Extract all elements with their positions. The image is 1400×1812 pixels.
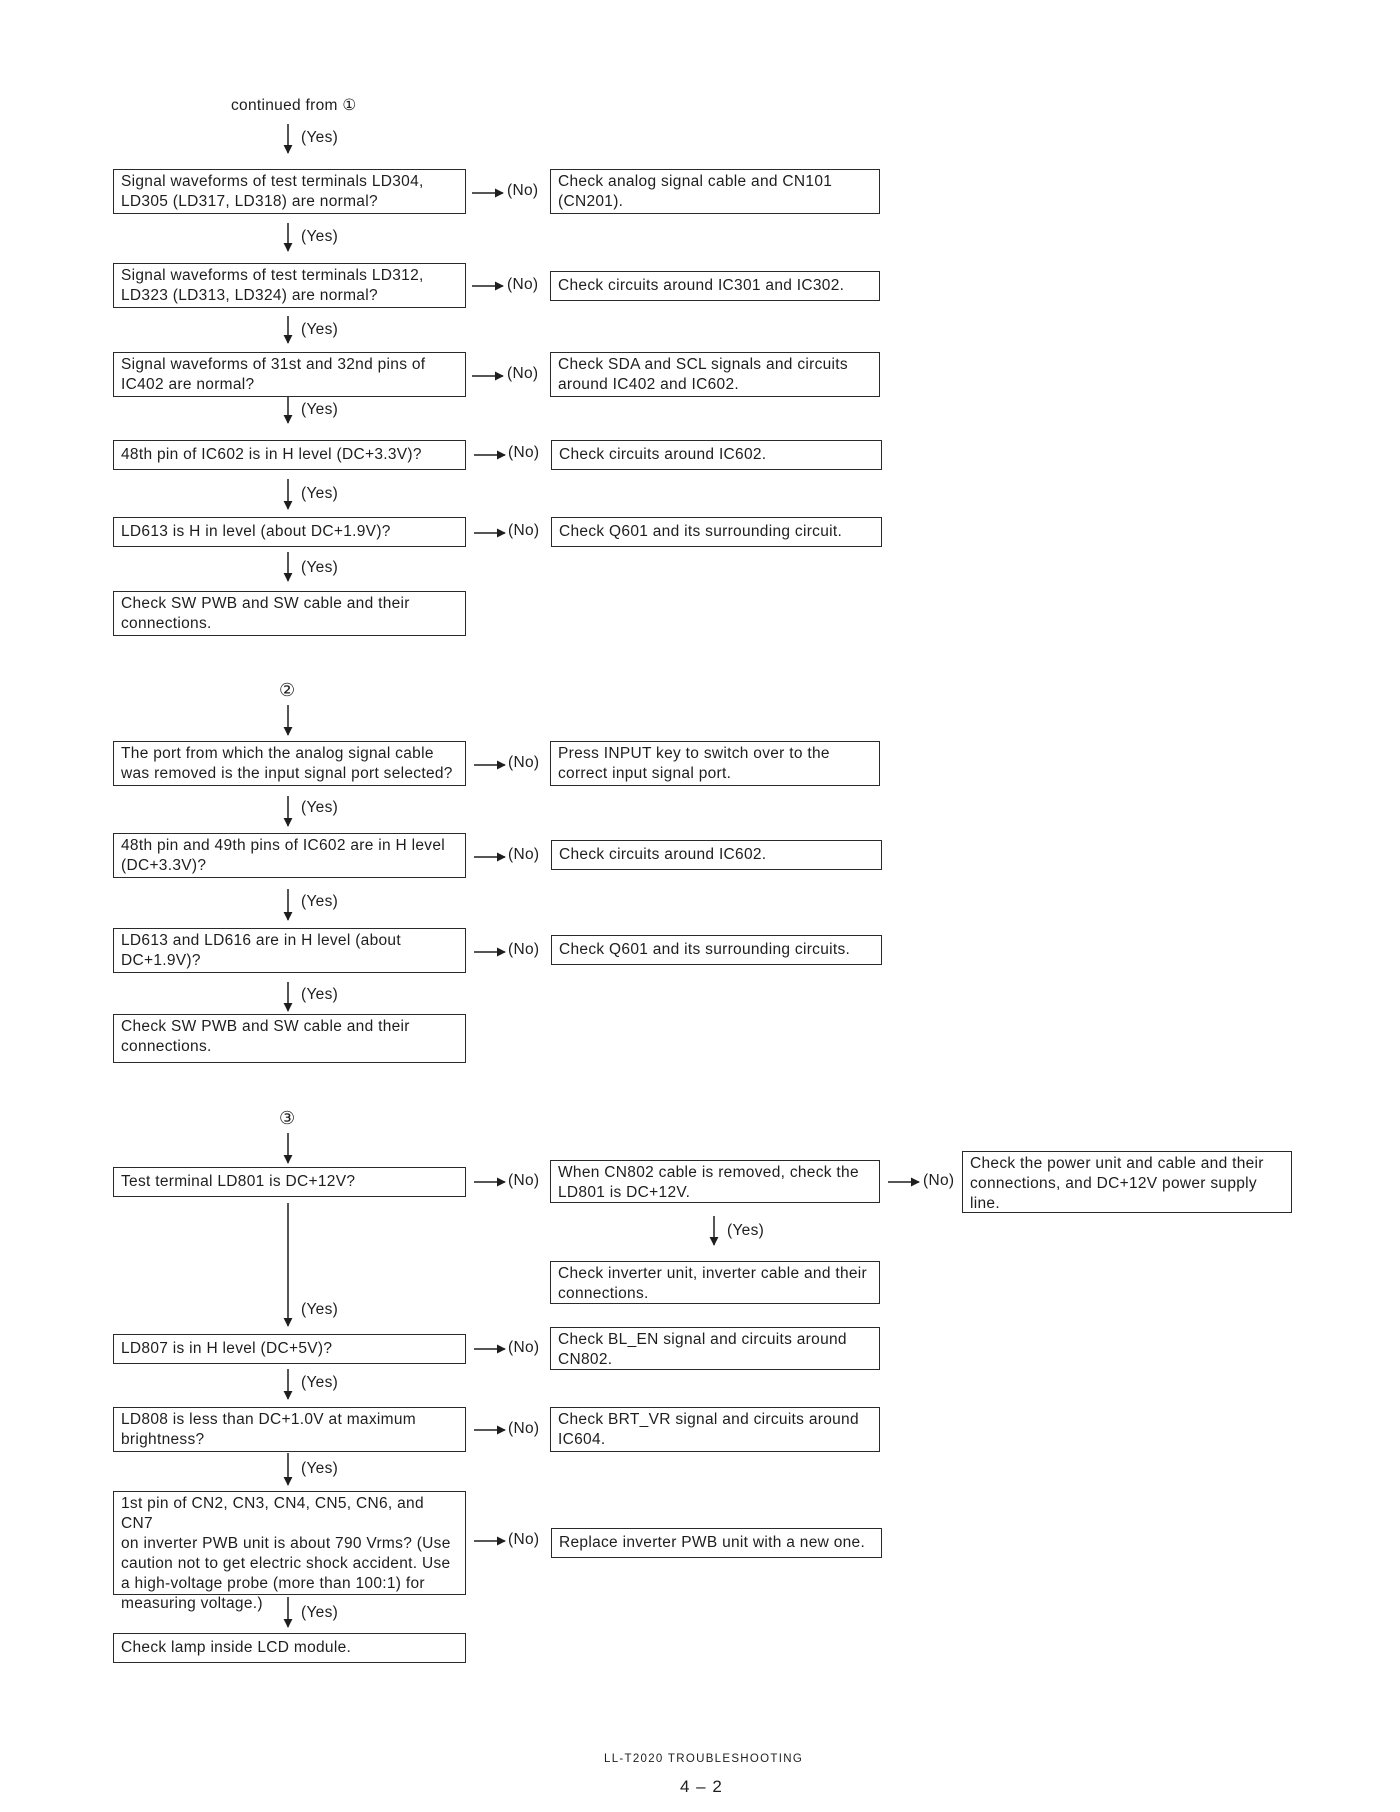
decision-box: LD808 is less than DC+1.0V at maximum brightness? (113, 1407, 466, 1452)
action-box (551, 517, 882, 547)
decision-box (113, 1334, 466, 1364)
decision-text: Test terminal LD801 is DC+12V? (121, 1173, 356, 1190)
yes-label: (Yes) (301, 401, 339, 418)
action-box: Check the power unit and cable and their connections, and DC+12V power supply line. (962, 1151, 1292, 1213)
no-label: (No) (508, 1172, 540, 1189)
no-label: (No) (507, 276, 539, 293)
action-text: Check circuits around IC301 and IC302. (558, 277, 845, 294)
no-label: (No) (507, 182, 539, 199)
end-box: Check SW PWB and SW cable and their connections. (113, 1014, 466, 1063)
section-2-marker: ② (279, 680, 296, 700)
section-3-marker: ③ (279, 1108, 296, 1128)
decision-text: LD807 is in H level (DC+5V)? (121, 1340, 333, 1357)
action-text: Check circuits around IC602. (559, 846, 767, 863)
yes-label: (Yes) (301, 893, 339, 910)
action-text: Check circuits around IC602. (559, 446, 767, 463)
decision-box: LD613 and LD616 are in H level (about DC+1.9V)? (113, 928, 466, 973)
action-box (550, 271, 880, 301)
action-box (551, 840, 882, 870)
yes-label: (Yes) (301, 129, 339, 146)
continued-from-label: continued from ① (231, 97, 357, 114)
footer-title: LL-T2020 TROUBLESHOOTING (604, 1753, 804, 1765)
decision-box: Signal waveforms of test terminals LD312, LD323 (LD313, LD324) are normal? (113, 263, 466, 308)
decision-box: 48th pin and 49th pins of IC602 are in H level (DC+3.3V)? (113, 833, 466, 878)
action-box: Check BL_EN signal and circuits around CN802. (550, 1327, 880, 1370)
no-label: (No) (508, 754, 540, 771)
decision-box: Signal waveforms of 31st and 32nd pins of IC402 are normal? (113, 352, 466, 397)
end-box (113, 1633, 466, 1663)
action-box: Check SDA and SCL signals and circuits around IC402 and IC602. (550, 352, 880, 397)
action-box: When CN802 cable is removed, check the LD801 is DC+12V. (550, 1160, 880, 1203)
action-box (551, 935, 882, 965)
decision-box (113, 440, 466, 470)
no-label: (No) (507, 365, 539, 382)
action-box: Press INPUT key to switch over to the correct input signal port. (550, 741, 880, 786)
decision-box: Signal waveforms of test terminals LD304, LD305 (LD317, LD318) are normal? (113, 169, 466, 214)
action-text: Check Q601 and its surrounding circuit. (559, 523, 843, 540)
action-box: Check inverter unit, inverter cable and their connections. (550, 1261, 880, 1304)
no-label: (No) (508, 941, 540, 958)
action-text: Check Q601 and its surrounding circuits. (559, 941, 851, 958)
decision-box (113, 1167, 466, 1197)
no-label: (No) (923, 1172, 955, 1189)
yes-label: (Yes) (301, 799, 339, 816)
decision-text: LD613 is H in level (about DC+1.9V)? (121, 523, 391, 540)
no-label: (No) (508, 1339, 540, 1356)
end-text: Check lamp inside LCD module. (121, 1639, 352, 1656)
yes-label: (Yes) (301, 1604, 339, 1621)
decision-box: The port from which the analog signal cable was removed is the input signal port selected? (113, 741, 466, 786)
page-number: 4 – 2 (680, 1777, 723, 1796)
no-label: (No) (508, 846, 540, 863)
no-label: (No) (508, 1420, 540, 1437)
yes-label: (Yes) (301, 1301, 339, 1318)
decision-text: 48th pin of IC602 is in H level (DC+3.3V)? (121, 446, 422, 463)
no-label: (No) (508, 444, 540, 461)
no-label: (No) (508, 1531, 540, 1548)
action-box (551, 440, 882, 470)
yes-label: (Yes) (727, 1222, 765, 1239)
action-box: Check analog signal cable and CN101 (CN201). (550, 169, 880, 214)
no-label: (No) (508, 522, 540, 539)
action-box: Check BRT_VR signal and circuits around IC604. (550, 1407, 880, 1452)
decision-box: 1st pin of CN2, CN3, CN4, CN5, CN6, and CN7 on inverter PWB unit is about 790 Vrms? (Use caution not to get electric shock accident. Use a high-voltage probe (more than 100:1) for measuring voltage.) (113, 1491, 466, 1595)
yes-label: (Yes) (301, 559, 339, 576)
yes-label: (Yes) (301, 1460, 339, 1477)
action-text: Replace inverter PWB unit with a new one. (559, 1534, 866, 1551)
yes-label: (Yes) (301, 485, 339, 502)
decision-box (113, 517, 466, 547)
yes-label: (Yes) (301, 321, 339, 338)
yes-label: (Yes) (301, 1374, 339, 1391)
action-box (551, 1528, 882, 1558)
yes-label: (Yes) (301, 986, 339, 1003)
end-box: Check SW PWB and SW cable and their connections. (113, 591, 466, 636)
yes-label: (Yes) (301, 228, 339, 245)
